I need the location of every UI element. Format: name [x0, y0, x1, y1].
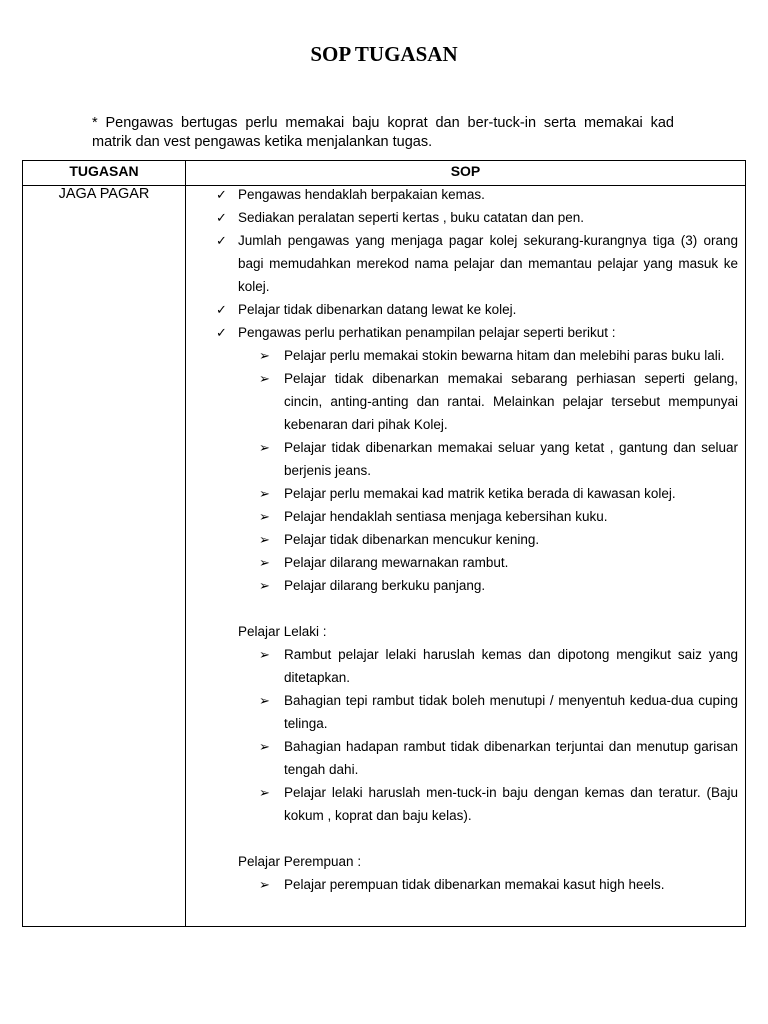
rule-item-text: Pelajar perempuan tidak dibenarkan memakai kasut high heels.: [284, 877, 665, 892]
arrow-bullet-icon: ➢: [259, 532, 270, 547]
rule-item: [185, 367, 738, 436]
rule-item: [185, 528, 738, 551]
rule-item-text: Pelajar dilarang berkuku panjang.: [284, 578, 486, 593]
check-mark-icon: ✓: [216, 325, 227, 340]
arrow-bullet-icon: ➢: [259, 693, 270, 708]
rule-item-text: Bahagian hadapan rambut tidak dibenarkan terjuntai dan menutup garisan tengah dahi.: [284, 739, 738, 777]
check-item: [185, 229, 738, 298]
arrow-bullet-icon: ➢: [259, 440, 270, 455]
rule-item: [185, 735, 738, 781]
arrow-bullet-icon: ➢: [259, 578, 270, 593]
rule-item-text: Pelajar tidak dibenarkan memakai sebarang perhiasan seperti gelang, cincin, anting-anting dan rantai. Melainkan pelajar tersebut mempunyai kebenaran dari pihak Kolej.: [284, 371, 738, 432]
rule-item-text: Pelajar lelaki haruslah men-tuck-in baju dengan kemas dan teratur. (Baju kokum , koprat dan baju kelas).: [284, 785, 738, 823]
check-mark-icon: ✓: [216, 302, 227, 317]
rule-item-text: Rambut pelajar lelaki haruslah kemas dan dipotong mengikut saiz yang ditetapkan.: [284, 647, 738, 685]
rule-item-text: Pelajar perlu memakai stokin bewarna hitam dan melebihi paras buku lali.: [284, 348, 725, 363]
check-item-text: Pengawas perlu perhatikan penampilan pelajar seperti berikut :: [238, 325, 616, 340]
check-mark-icon: ✓: [216, 210, 227, 225]
arrow-bullet-icon: ➢: [259, 647, 270, 662]
check-item-text: Jumlah pengawas yang menjaga pagar kolej sekurang-kurangnya tiga (3) orang bagi memudahkan merekod nama pelajar dan memantau pelajar yang masuk ke kolej.: [238, 233, 738, 294]
header-tugasan: TUGASAN: [69, 163, 139, 179]
arrow-bullet-icon: ➢: [259, 739, 270, 754]
rule-item: [185, 505, 738, 528]
rule-item-text: Pelajar hendaklah sentiasa menjaga kebersihan kuku.: [284, 509, 608, 524]
rule-item-text: Pelajar tidak dibenarkan memakai seluar yang ketat , gantung dan seluar berjenis jeans.: [284, 440, 738, 478]
check-item: [185, 321, 738, 344]
check-item: [185, 206, 738, 229]
female-section-heading: Pelajar Perempuan :: [238, 854, 362, 869]
arrow-bullet-icon: ➢: [259, 877, 270, 892]
rule-item-text: Bahagian tepi rambut tidak boleh menutupi / menyentuh kedua-dua cuping telinga.: [284, 693, 738, 731]
rule-item: [185, 344, 738, 367]
arrow-bullet-icon: ➢: [259, 555, 270, 570]
check-item: [185, 298, 738, 321]
arrow-bullet-icon: ➢: [259, 486, 270, 501]
arrow-bullet-icon: ➢: [259, 348, 270, 363]
check-mark-icon: ✓: [216, 187, 227, 202]
rule-item-text: Pelajar dilarang mewarnakan rambut.: [284, 555, 509, 570]
rule-item-text: Pelajar perlu memakai kad matrik ketika berada di kawasan kolej.: [284, 486, 676, 501]
arrow-bullet-icon: ➢: [259, 509, 270, 524]
arrow-bullet-icon: ➢: [259, 371, 270, 386]
check-item-text: Pengawas hendaklah berpakaian kemas.: [238, 187, 485, 202]
task-name: JAGA PAGAR: [58, 186, 150, 202]
check-item: [185, 183, 738, 206]
sop-content: [185, 183, 738, 896]
page-title: SOP TUGASAN: [310, 42, 458, 66]
male-section-heading: Pelajar Lelaki :: [238, 624, 327, 639]
check-item-text: Pelajar tidak dibenarkan datang lewat ke kolej.: [238, 302, 517, 317]
rule-item: [185, 689, 738, 735]
header-sop: SOP: [450, 163, 481, 179]
arrow-bullet-icon: ➢: [259, 785, 270, 800]
rule-item: [185, 873, 738, 896]
check-item-text: Sediakan peralatan seperti kertas , buku catatan dan pen.: [238, 210, 584, 225]
rule-item: [185, 436, 738, 482]
intro-note: * Pengawas bertugas perlu memakai baju koprat dan ber-tuck-in serta memakai kad matrik dan vest pengawas ketika menjalankan tugas.: [92, 115, 674, 150]
rule-item-text: Pelajar tidak dibenarkan mencukur kening.: [284, 532, 540, 547]
rule-item: [185, 574, 738, 597]
rule-item: [185, 551, 738, 574]
rule-item: [185, 781, 738, 827]
rule-item: [185, 643, 738, 689]
rule-item: [185, 482, 738, 505]
check-mark-icon: ✓: [216, 233, 227, 248]
